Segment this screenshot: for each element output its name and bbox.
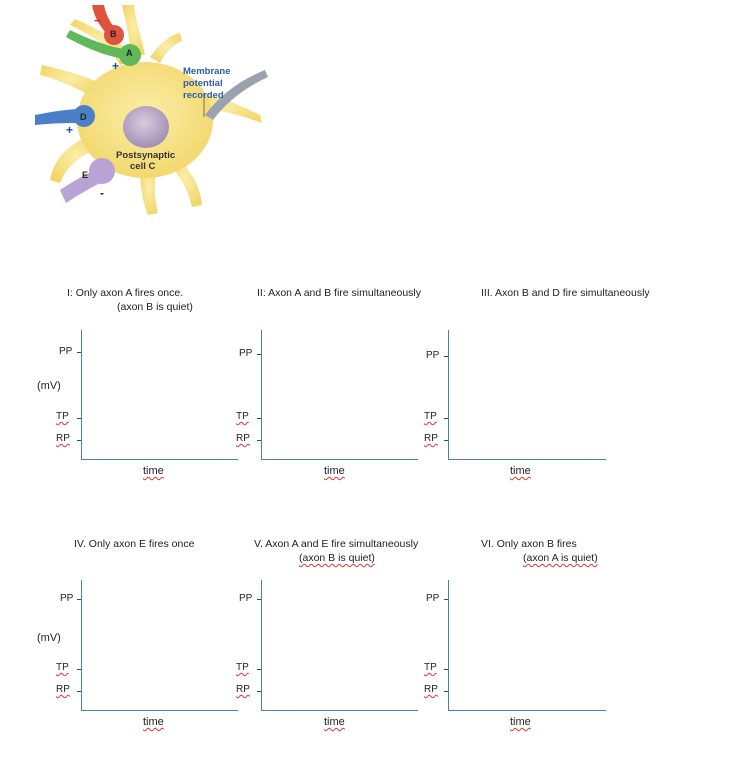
graph-v-tp-label: TP	[236, 662, 249, 673]
graph-iv-pp-label: PP	[60, 593, 74, 604]
graph-ii-pp-label: PP	[239, 348, 253, 359]
graph-vi-y-axis	[448, 580, 449, 711]
graph-iv-y-unit: (mV)	[37, 632, 61, 644]
axon-a-label: A	[126, 48, 133, 58]
axon-d-label: D	[80, 112, 87, 122]
graph-i-y-axis	[81, 330, 82, 460]
graph-i-x-label: time	[143, 465, 164, 477]
graph-ii-x-axis	[261, 459, 418, 460]
membrane-label-line-2: potential	[183, 78, 223, 89]
sign-b: −	[94, 13, 102, 28]
graph-v-x-label: time	[324, 716, 345, 728]
graph-vi-x-axis	[448, 710, 606, 711]
graph-i-rp-label: RP	[56, 433, 70, 444]
graph-vi-rp-label: RP	[424, 684, 438, 695]
graph-iv-y-axis	[81, 580, 82, 711]
graph-vi-title: VI. Only axon B fires (axon A is quiet)	[481, 538, 598, 564]
axon-b-label: B	[110, 29, 117, 39]
membrane-label-line-1: Membrane	[183, 66, 231, 77]
postsynaptic-neuron-diagram	[30, 5, 275, 220]
graph-ii-y-axis	[261, 330, 262, 460]
graph-v-pp-label: PP	[239, 593, 253, 604]
graph-iv-x-label: time	[143, 716, 164, 728]
graph-i-tp-label: TP	[56, 411, 69, 422]
graph-ii-rp-label: RP	[236, 433, 250, 444]
membrane-label-line-3: recorded	[183, 90, 224, 101]
graph-i-title: I: Only axon A fires once. (axon B is quiet)	[67, 287, 193, 313]
sign-e: -	[100, 186, 104, 200]
graph-v-y-axis	[261, 580, 262, 711]
graph-vi-pp-label: PP	[426, 593, 440, 604]
graph-v-x-axis	[261, 710, 418, 711]
graph-iii-rp-label: RP	[424, 433, 438, 444]
cell-label-line-1: Postsynaptic	[116, 150, 176, 161]
graph-iv-rp-label: RP	[56, 684, 70, 695]
graph-ii-tp-label: TP	[236, 411, 249, 422]
graph-iii-y-axis	[448, 330, 449, 460]
graph-ii-x-label: time	[324, 465, 345, 477]
axon-e-label: E	[82, 170, 89, 180]
graph-iv-x-axis	[81, 710, 238, 711]
sign-d: +	[66, 123, 74, 137]
graph-i-y-unit: (mV)	[37, 380, 61, 392]
graph-v-rp-label: RP	[236, 684, 250, 695]
cell-label-line-2: cell C	[130, 161, 156, 172]
graph-iv-tp-label: TP	[56, 662, 69, 673]
graph-iii-title: III. Axon B and D fire simultaneously	[481, 287, 650, 299]
nucleus	[123, 106, 169, 148]
graph-iii-x-axis	[448, 459, 606, 460]
graph-i-x-axis	[81, 459, 238, 460]
sign-a: +	[112, 59, 120, 73]
graph-iv-title: IV. Only axon E fires once	[74, 538, 195, 550]
graph-iii-tp-label: TP	[424, 411, 437, 422]
graph-i-pp-label: PP	[59, 346, 73, 357]
graph-iii-x-label: time	[510, 465, 531, 477]
graph-vi-tp-label: TP	[424, 662, 437, 673]
graph-vi-x-label: time	[510, 716, 531, 728]
graph-iii-pp-label: PP	[426, 350, 440, 361]
graph-v-title: V. Axon A and E fire simultaneously (axon B is quiet)	[254, 538, 419, 564]
graph-ii-title: II: Axon A and B fire simultaneously	[257, 287, 422, 299]
